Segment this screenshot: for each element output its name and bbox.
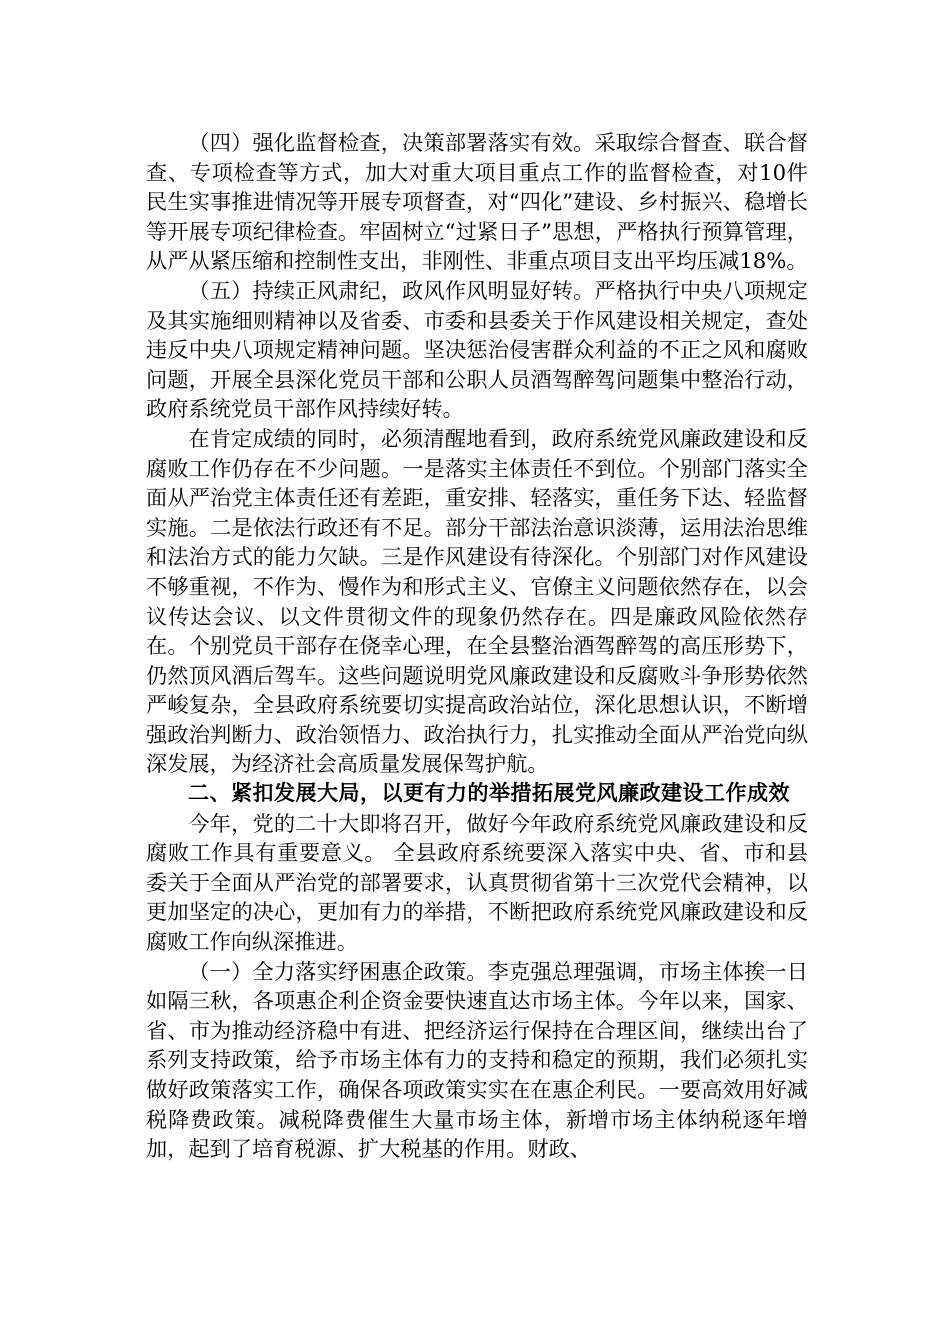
paragraph-policy: （一）全力落实纾困惠企政策。李克强总理强调，市场主体挨一日如隔三秋，各项惠企利企资金要快速直达市场主体。今年以来，国家、省、市为推动经济稳中有进、把经济运行保持在合理区间，继续出台了系列支持政策，给予市场主体有力的支持和稳定的预期，我们必须扎实做好政策落实工作，确保各项政策实实在在惠企利民。一要高效用好减税降费政策。减税降费催生大量市场主体，新增市场主体纳税逐年增加，起到了培育税源、扩大税基的作用。财政、 xyxy=(146,958,808,1162)
paragraph-supervision: （四）强化监督检查，决策部署落实有效。采取综合督查、联合督查、专项检查等方式，加大对重大项目重点工作的监督检查，对10件民生实事推进情况等开展专项督查，对“四化”建设、乡村振兴、稳增长等开展专项纪律检查。牢固树立“过紧日子”思想，严格执行预算管理，从严从紧压缩和控制性支出，非刚性、非重点项目支出平均压减18%。 xyxy=(146,130,808,274)
paragraph-work-style: （五）持续正风肃纪，政风作风明显好转。严格执行中央八项规定及其实施细则精神以及省委、市委和县委关于作风建设相关规定，查处违反中央八项规定精神问题。坚决惩治侵害群众利益的不正之风和腐败问题，开展全县深化党员干部和公职人员酒驾醉驾问题集中整治行动，政府系统党员干部作风持续好转。 xyxy=(146,277,808,422)
section-heading: 二、紧扣发展大局，以更有力的举措拓展党风廉政建设工作成效 xyxy=(188,781,790,806)
paragraph-problems: 在肯定成绩的同时，必须清醒地看到，政府系统党风廉政建设和反腐败工作仍存在不少问题。一是落实主体责任不到位。个别部门落实全面从严治党主体责任还有差距，重安排、轻落实，重任务下达、轻监督实施。二是依法行政还有不足。部分干部法治意识淡薄，运用法治思维和法治方式的能力欠缺。三是作风建设有待深化。个别部门对作风建设不够重视，不作为、慢作为和形式主义、官僚主义问题依然存在，以会议传达会议、以文件贯彻文件的现象仍然存在。四是廉政风险依然存在。个别党员干部存在侥幸心理，在全县整治酒驾醉驾的高压形势下，仍然顶风酒后驾车。这些问题说明党风廉政建设和反腐败斗争形势依然严峻复杂，全县政府系统要切实提高政治站位，深化思想认识，不断增强政治判断力、政治领悟力、政治执行力，扎实推动全面从严治党向纵深发展，为经济社会高质量发展保驾护航。 xyxy=(146,425,808,777)
paragraph-intro: 今年，党的二十大即将召开，做好今年政府系统党风廉政建设和反腐败工作具有重要意义。 全县政府系统要深入落实中央、省、市和县委关于全面从严治党的部署要求，认真贯彻省第十三次党代会精神，以更加坚定的决心，更加有力的举措，不断把政府系统党风廉政建设和反腐败工作向纵深推进。 xyxy=(146,810,808,955)
document-page xyxy=(146,128,808,1164)
